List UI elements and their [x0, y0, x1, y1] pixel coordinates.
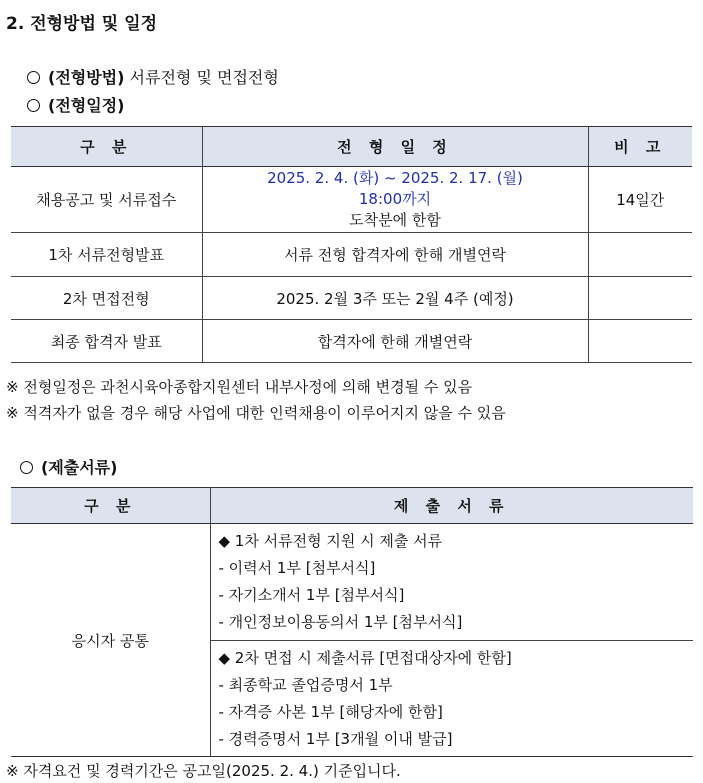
list-item: - 경력증명서 1부 [3개월 이내 발급] [218, 730, 453, 748]
circle-bullet-icon [20, 461, 33, 474]
schedule-table [11, 126, 692, 363]
header-category: 구 분 [11, 488, 210, 524]
list-item: - 이력서 1부 [첨부서식] [218, 559, 376, 577]
table-row [11, 233, 692, 277]
header-documents: 제 출 서 류 [210, 488, 693, 524]
method-label: (전형방법) [48, 68, 125, 87]
schedule-note: ※ 적격자가 없을 경우 해당 사업에 대한 인력채용이 이루어지지 않을 수 있음 [6, 404, 506, 422]
documents-group-2 [210, 641, 693, 757]
documents-category: 응시자 공통 [11, 524, 210, 757]
documents-label-line [20, 455, 117, 478]
row-category: 채용공고 및 서류접수 [11, 167, 202, 233]
list-item: - 최종학교 졸업증명서 1부 [218, 676, 393, 694]
schedule-date: 2025. 2. 4. (화) ~ 2025. 2. 17. (월) [267, 169, 523, 187]
table-row [11, 524, 693, 641]
row-note [588, 277, 692, 320]
list-item: - 개인정보이용동의서 1부 [첨부서식] [218, 613, 463, 631]
method-line [27, 65, 279, 88]
row-category: 1차 서류전형발표 [11, 233, 202, 277]
group-title: ◆ 1차 서류전형 지원 시 제출 서류 [218, 532, 443, 550]
list-item: - 자격증 사본 1부 [해당자에 한함] [218, 703, 443, 721]
circle-bullet-icon [27, 99, 40, 112]
row-category: 2차 면접전형 [11, 277, 202, 320]
documents-label: (제출서류) [41, 458, 118, 477]
header-category: 구 분 [11, 127, 202, 167]
schedule-label: (전형일정) [48, 96, 125, 115]
table-row [11, 277, 692, 320]
schedule-condition: 도착분에 한함 [349, 211, 441, 229]
header-note: 비 고 [588, 127, 692, 167]
documents-group-1 [210, 524, 693, 641]
method-text: 서류전형 및 면접전형 [129, 68, 279, 87]
documents-table-header [11, 488, 693, 524]
row-note [588, 233, 692, 277]
row-note: 14일간 [588, 167, 692, 233]
schedule-time: 18:00까지 [358, 190, 432, 208]
row-schedule [202, 167, 588, 233]
table-row [11, 320, 692, 363]
schedule-table-header [11, 127, 692, 167]
row-category: 최종 합격자 발표 [11, 320, 202, 363]
list-item: - 자기소개서 1부 [첨부서식] [218, 586, 405, 604]
circle-bullet-icon [27, 71, 40, 84]
documents-table [11, 487, 693, 757]
row-schedule: 2025. 2월 3주 또는 2월 4주 (예정) [202, 277, 588, 320]
row-schedule: 서류 전형 합격자에 한해 개별연락 [202, 233, 588, 277]
table-row [11, 167, 692, 233]
schedule-note: ※ 전형일정은 과천시육아종합지원센터 내부사정에 의해 변경될 수 있음 [6, 378, 473, 396]
section-heading: 2. 전형방법 및 일정 [6, 14, 157, 34]
row-note [588, 320, 692, 363]
footer-note: ※ 자격요건 및 경력기간은 공고일(2025. 2. 4.) 기준입니다. [6, 762, 401, 780]
header-schedule: 전 형 일 정 [202, 127, 588, 167]
schedule-label-line [27, 93, 124, 116]
row-schedule: 합격자에 한해 개별연락 [202, 320, 588, 363]
group-title: ◆ 2차 면접 시 제출서류 [면접대상자에 한함] [218, 649, 512, 667]
